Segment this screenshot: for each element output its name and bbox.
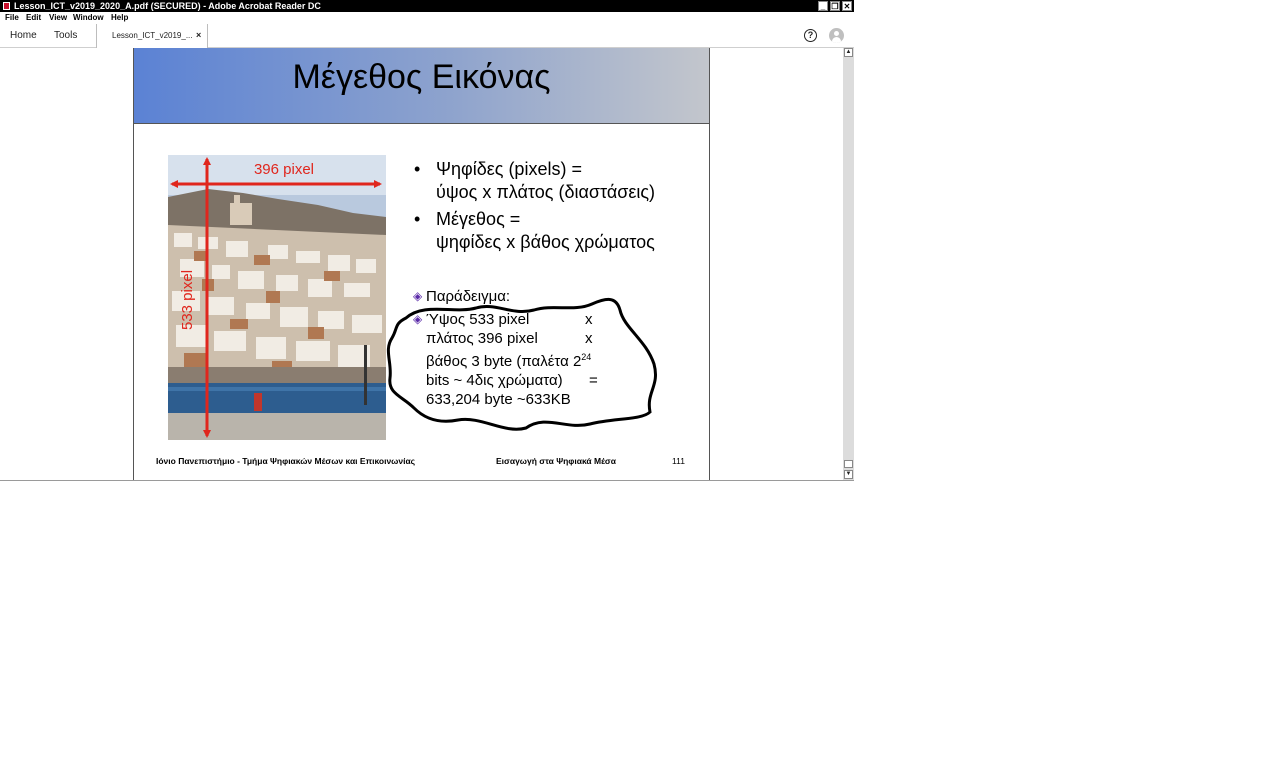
close-window-button[interactable]: ✕	[843, 2, 851, 11]
example-op: x	[585, 330, 593, 347]
example-op: =	[589, 372, 598, 389]
menu-bar	[0, 12, 854, 24]
dimension-annotations	[168, 155, 386, 440]
example-depth: βάθος 3 byte (παλέτα 2	[426, 353, 582, 370]
example-exponent: 24	[581, 352, 592, 362]
example-result: 633,204 byte ~633KB	[426, 391, 571, 408]
footer-university: Ιόνιο Πανεπιστήμιο - Τμήμα Ψηφιακών Μέσων και Επικοινωνίας	[156, 456, 416, 466]
menu-edit[interactable]: Edit	[26, 13, 42, 22]
scroll-thumb[interactable]	[844, 460, 853, 468]
example-line-5	[413, 390, 663, 409]
menu-help[interactable]: Help	[111, 13, 129, 22]
pdf-page	[133, 48, 710, 480]
example-box	[413, 287, 663, 409]
example-heading-row	[413, 287, 663, 306]
example-height: Ύψος 533 pixel	[426, 311, 530, 328]
scroll-up-icon[interactable]: ▲	[845, 49, 852, 55]
slide-title: Μέγεθος Εικόνας	[292, 58, 551, 96]
example-line-3	[413, 348, 663, 371]
bullet-pixels	[414, 158, 704, 204]
acrobat-window	[0, 0, 854, 481]
example-heading: Παράδειγμα:	[426, 288, 511, 305]
top-toolbar	[0, 24, 854, 48]
user-account-icon[interactable]	[829, 28, 844, 43]
bullet-line: Ψηφίδες (pixels) =	[436, 159, 582, 179]
example-line-4	[413, 371, 663, 390]
example-line-1	[413, 310, 663, 329]
footer-page-number: 111	[672, 456, 685, 466]
bullet-list	[414, 158, 704, 258]
window-title: Lesson_ICT_v2019_2020_A.pdf (SECURED) - Adobe Acrobat Reader DC	[14, 1, 321, 11]
example-op: x	[585, 311, 593, 328]
footer-course: Εισαγωγή στα Ψηφιακά Μέσα	[496, 456, 616, 466]
help-icon[interactable]: ?	[804, 29, 817, 42]
slide-header	[134, 48, 709, 124]
bullet-line: ύψος x πλάτος (διαστάσεις)	[436, 182, 656, 202]
vertical-scrollbar[interactable]	[843, 48, 854, 480]
example-width: πλάτος 396 pixel	[426, 330, 538, 347]
example-line-2	[413, 329, 663, 348]
width-label: 396 pixel	[253, 161, 315, 178]
tab-tools[interactable]: Tools	[54, 30, 78, 41]
menu-view[interactable]: View	[49, 13, 68, 22]
bullet-marker: •	[414, 209, 421, 229]
example-colors: bits ~ 4δις χρώματα)	[426, 372, 563, 389]
bullet-line: ψηφίδες x βάθος χρώματος	[436, 232, 655, 252]
height-label: 533 pixel	[179, 269, 196, 331]
menu-file[interactable]: File	[5, 13, 19, 22]
diamond-bullet-icon: ◈	[413, 289, 423, 303]
title-bar	[0, 0, 854, 12]
pdf-app-icon	[3, 2, 10, 10]
tab-document[interactable]	[96, 24, 208, 48]
minimize-button[interactable]: _	[818, 1, 828, 11]
close-tab-icon[interactable]: ×	[196, 30, 202, 40]
diamond-bullet-icon: ◈	[413, 312, 423, 326]
document-tab-label: Lesson_ICT_v2019_...	[112, 31, 193, 40]
bullet-marker: •	[414, 159, 421, 179]
bullet-line: Μέγεθος =	[436, 209, 521, 229]
menu-window[interactable]: Window	[73, 13, 104, 22]
tab-home[interactable]: Home	[10, 30, 37, 41]
scroll-down-icon[interactable]: ▼	[845, 471, 852, 477]
bullet-size	[414, 208, 704, 254]
restore-button[interactable]: ❐	[831, 2, 839, 11]
